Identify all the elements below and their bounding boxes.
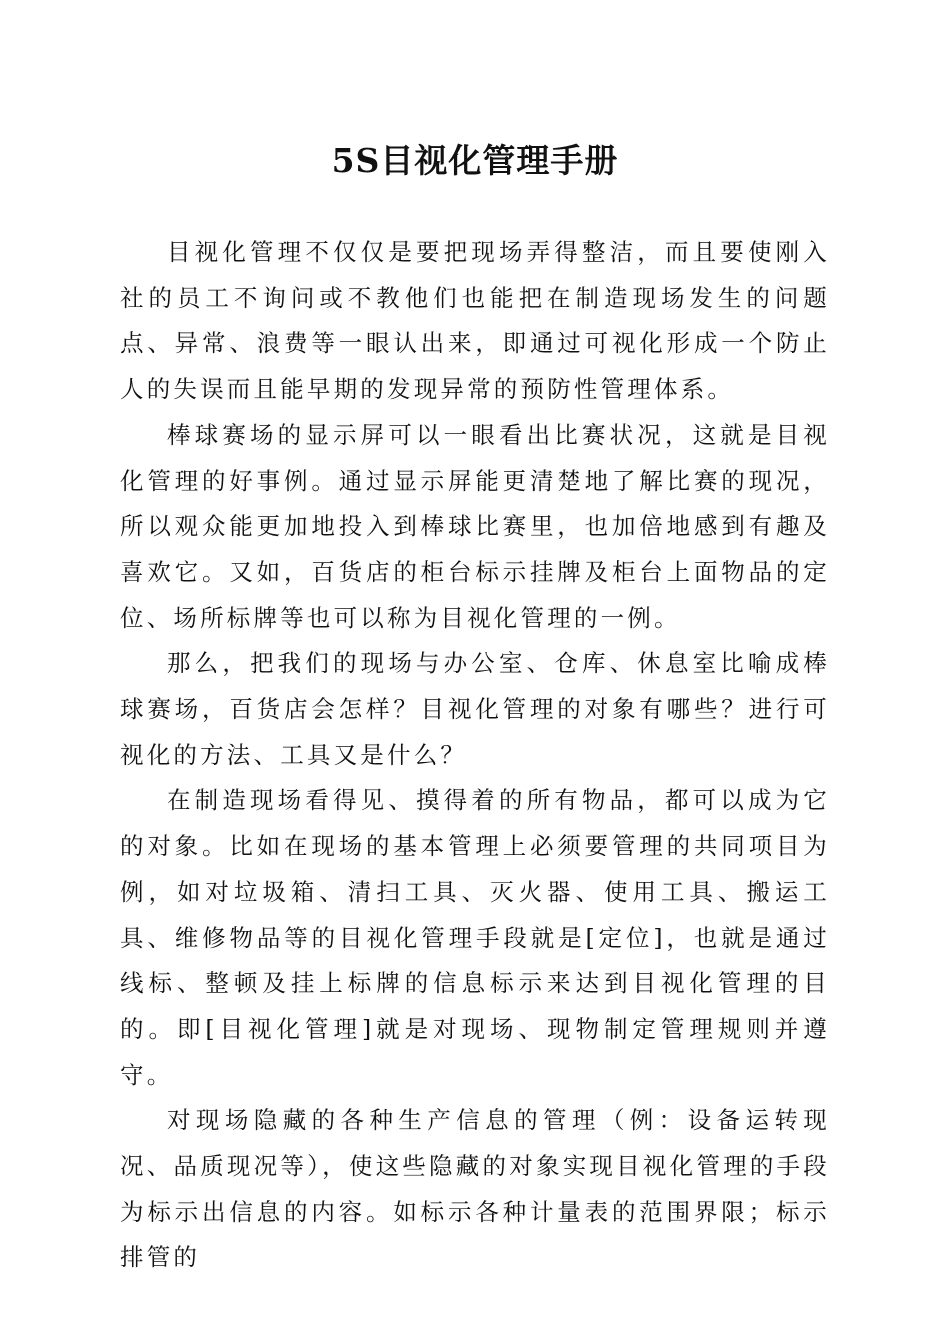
paragraph-3: 那么，把我们的现场与办公室、仓库、休息室比喻成棒球赛场，百货店会怎样？目视化管理的对象有哪些？进行可视化的方法、工具又是什么？ <box>120 649 830 769</box>
document-title: 5S目视化管理手册 <box>331 141 619 180</box>
paragraph-2: 棒球赛场的显示屏可以一眼看出比赛状况，这就是目视化管理的好事例。通过显示屏能更清楚地了解比赛的现况，所以观众能更加地投入到棒球比赛里，也加倍地感到有趣及喜欢它。又如，百货店的柜台标示挂牌及柜台上面物品的定位、场所标牌等也可以称为目视化管理的一例。 <box>120 420 830 632</box>
paragraph-4: 在制造现场看得见、摸得着的所有物品，都可以成为它的对象。比如在现场的基本管理上必须要管理的共同项目为例，如对垃圾箱、清扫工具、灭火器、使用工具、搬运工具、维修物品等的目视化管理手段就是[定位]，也就是通过线标、整顿及挂上标牌的信息标示来达到目视化管理的目的。即[目视化管理]就是对现场、现物制定管理规则并遵守。 <box>120 786 830 1089</box>
document-body <box>120 230 830 1281</box>
paragraph-1: 目视化管理不仅仅是要把现场弄得整洁，而且要使刚入社的员工不询问或不教他们也能把在制造现场发生的问题点、异常、浪费等一眼认出来，即通过可视化形成一个防止人的失误而且能早期的发现异常的预防性管理体系。 <box>120 238 830 404</box>
paragraph-5: 对现场隐藏的各种生产信息的管理（例：设备运转现况、品质现况等），使这些隐藏的对象实现目视化管理的手段为标示出信息的内容。如标示各种计量表的范围界限；标示排管的 <box>120 1106 830 1272</box>
